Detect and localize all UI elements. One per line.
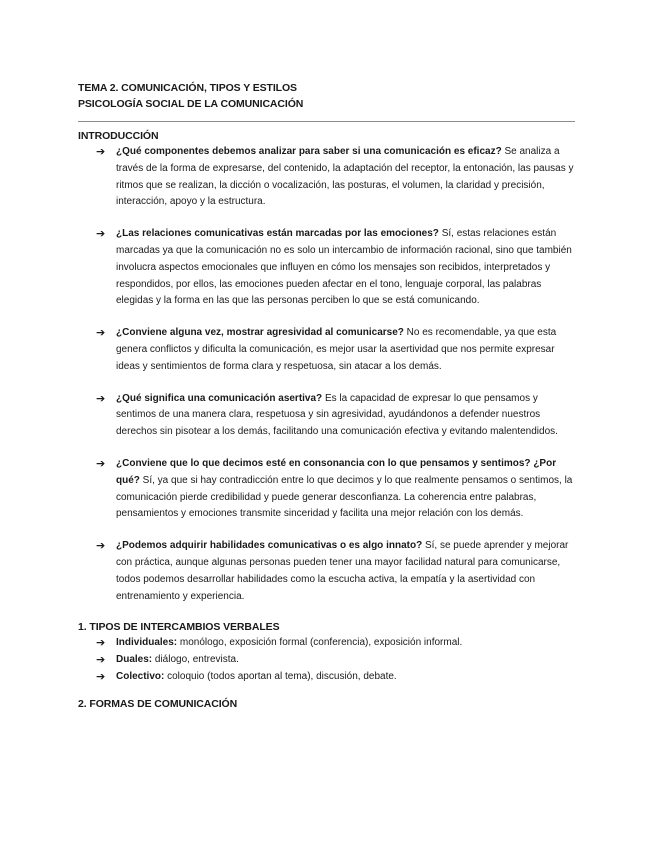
list-item — [78, 391, 574, 441]
arrow-bullet-icon: ➔ — [96, 391, 106, 405]
arrow-bullet-icon: ➔ — [96, 145, 106, 158]
answer-text: Se analiza a través de la forma de expresarse, del contenido, la adaptación del receptor, la entonación, las pausas y ritmos que se realizan, la dicción o vocalización, las posturas, el volumen, la claridad y precisión, interacción, apoyo y la estructura. — [116, 146, 574, 208]
term-label: Individuales: — [116, 637, 178, 649]
list-item — [78, 635, 574, 652]
term-description: monólogo, exposición formal (conferencia), exposición informal. — [177, 637, 463, 649]
arrow-bullet-icon: ➔ — [96, 539, 106, 553]
answer-text: Es la capacidad de expresar lo que pensamos y sentimos de una manera clara, respetuosa y sin agresividad, ayudándonos a defender nuestros derechos sin pisotear a los demás, facilitando una comunicación efectiva y evitando malentendidos. — [116, 392, 558, 438]
document-page — [78, 80, 574, 712]
tipos-list — [78, 635, 574, 685]
arrow-bullet-icon: ➔ — [96, 669, 106, 683]
list-item — [78, 456, 574, 523]
question-text: ¿Qué significa una comunicación asertiva? — [116, 392, 323, 404]
section-title-introduccion: INTRODUCCIÓN — [78, 130, 159, 142]
answer-text: Sí, se puede aprender y mejorar con práctica, aunque algunas personas pueden tener una mayor facilidad natural para comunicarse, todos podemos desarrollar habilidades como la escucha activa, la empatía y la asertividad con entrenamiento y experiencia. — [116, 540, 569, 602]
question-text: ¿Conviene que lo que decimos esté en consonancia con lo que pensamos y sentimos? ¿Por qué? — [116, 457, 557, 486]
document-subtitle: PSICOLOGÍA SOCIAL DE LA COMUNICACIÓN — [78, 98, 304, 110]
question-text: ¿Conviene alguna vez, mostrar agresividad al comunicarse? — [116, 327, 404, 339]
term-label: Colectivo: — [116, 670, 165, 682]
list-item — [78, 669, 574, 686]
list-item — [78, 226, 574, 310]
list-item — [78, 538, 574, 605]
list-item — [78, 325, 574, 375]
section-title-tipos-intercambios: 1. TIPOS DE INTERCAMBIOS VERBALES — [78, 621, 280, 634]
list-item — [78, 652, 574, 669]
intro-question-list — [78, 144, 574, 605]
question-text: ¿Qué componentes debemos analizar para saber si una comunicación es eficaz? — [116, 146, 502, 157]
section-title-formas-comunicacion: 2. FORMAS DE COMUNICACIÓN — [78, 697, 238, 710]
list-item — [78, 144, 574, 211]
arrow-bullet-icon: ➔ — [96, 636, 106, 650]
answer-text: Sí, estas relaciones están marcadas ya que la comunicación no es solo un intercambio de información racional, sino que también involucra aspectos emocionales que influyen en cómo los mensajes son recibidos, interpretados y respondidos, por ellos, las emociones pueden afectar en el tono, lenguaje corporal, las palabras elegidas y la forma en las que las personas perciben lo que se está comunicando. — [116, 228, 572, 307]
document-title: TEMA 2. COMUNICACIÓN, TIPOS Y ESTILOS — [78, 82, 297, 94]
arrow-bullet-icon: ➔ — [96, 227, 106, 241]
arrow-bullet-icon: ➔ — [96, 326, 106, 340]
header-divider — [78, 121, 575, 122]
arrow-bullet-icon: ➔ — [96, 456, 106, 470]
term-description: coloquio (todos aportan al tema), discusión, debate. — [164, 670, 397, 682]
question-text: ¿Podemos adquirir habilidades comunicativas o es algo innato? — [116, 540, 423, 552]
term-label: Duales: — [116, 654, 153, 666]
answer-text: Sí, ya que si hay contradicción entre lo que decimos y lo que realmente pensamos o sentimos, la comunicación pierde credibilidad y puede generar desconfianza. La coherencia entre palabras, pensamientos y emociones transmite sinceridad y facilita una mejor relación con los demás. — [116, 474, 573, 520]
question-text: ¿Las relaciones comunicativas están marcadas por las emociones? — [116, 228, 439, 240]
answer-text: No es recomendable, ya que esta genera conflictos y dificulta la comunicación, es mejor usar la asertividad que nos permite expresar ideas y sentimientos de forma clara y respetuosa, sin atacar a los demás. — [116, 327, 557, 372]
term-description: diálogo, entrevista. — [152, 654, 239, 666]
arrow-bullet-icon: ➔ — [96, 653, 106, 667]
